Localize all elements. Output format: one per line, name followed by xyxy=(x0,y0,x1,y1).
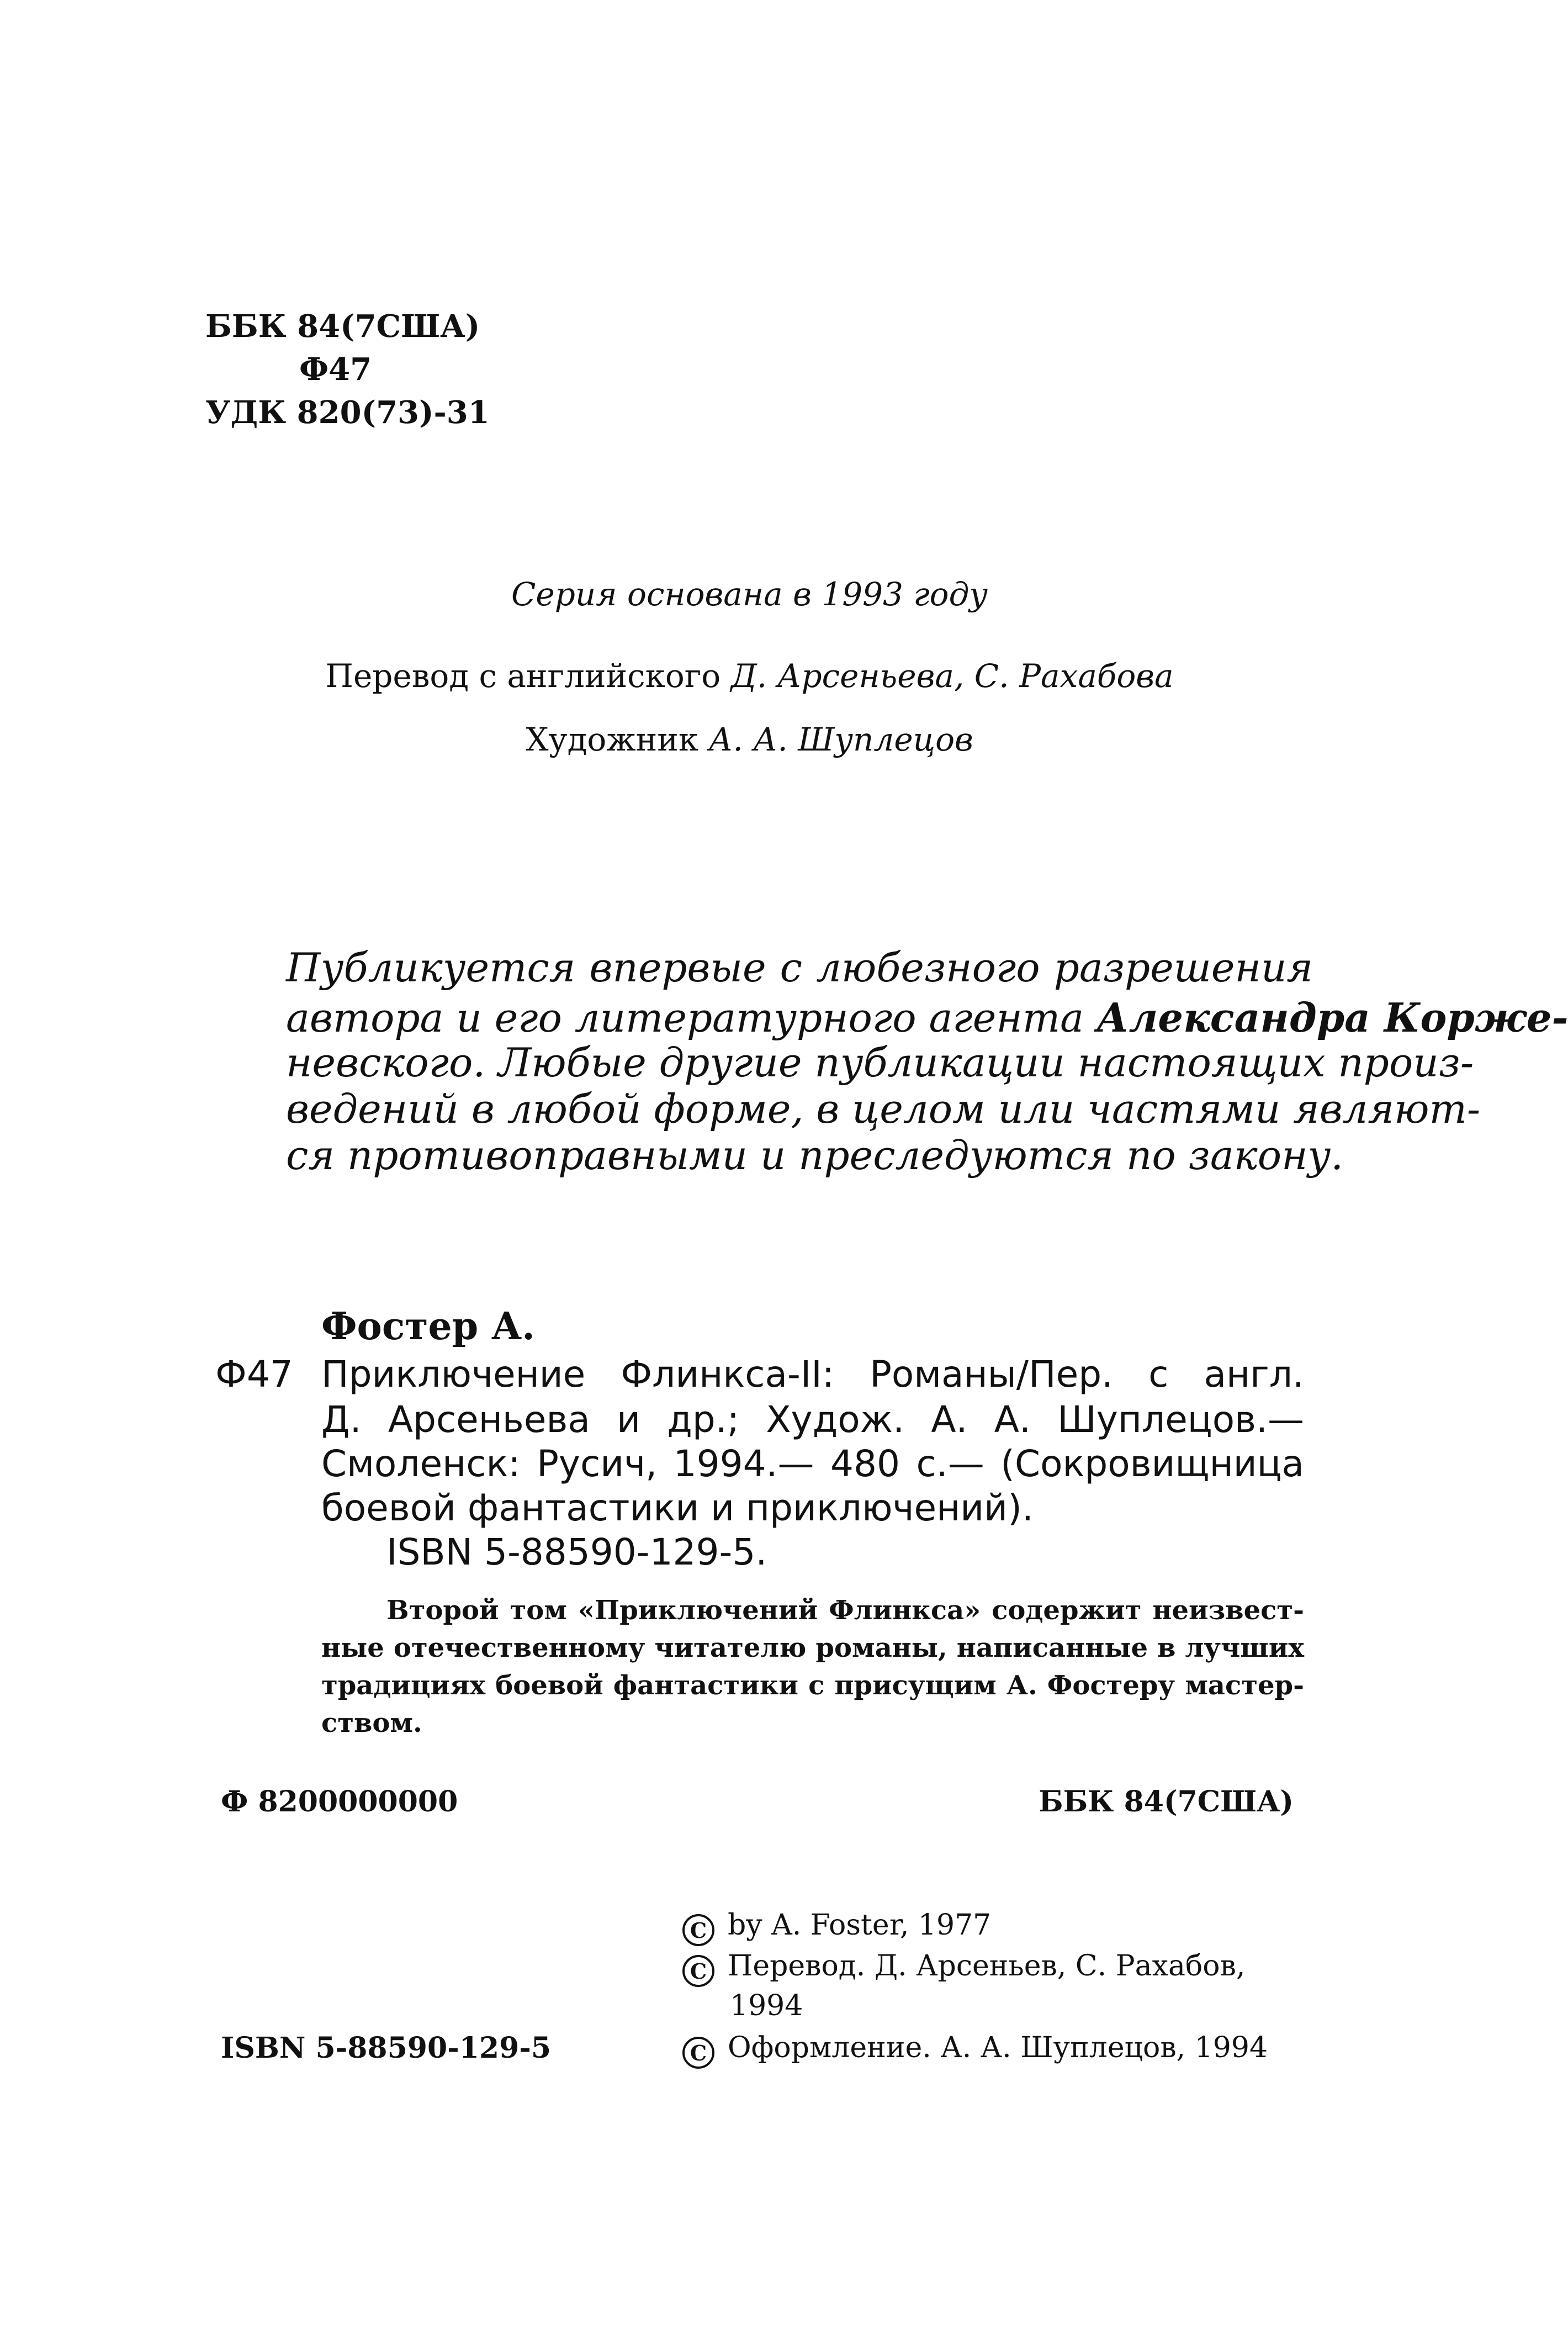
bbk-code-bottom: ББК 84(7США) xyxy=(1039,1785,1294,1819)
translation-prefix: Перевод с английского xyxy=(325,657,721,695)
copyright-text: Перевод. Д. Арсеньев, С. Рахабов, xyxy=(728,1949,1246,1983)
translators: Д. Арсеньева, С. Рахабова xyxy=(730,657,1174,695)
bibliographic-line: Смоленск: Русич, 1994.— 480 с.— (Сокровищница xyxy=(321,1442,1304,1485)
annotation-line: ством. xyxy=(321,1708,422,1738)
series-note: Серия основана в 1993 году xyxy=(511,575,988,613)
card-isbn: ISBN 5-88590-129-5. xyxy=(386,1531,767,1573)
rights-notice-line: ведений в любой форме, в целом или частями являют- xyxy=(286,1086,1481,1132)
bibliographic-line: Приключение Флинкса-II: Романы/Пер. с англ. xyxy=(321,1353,1304,1396)
copyright-line xyxy=(682,1909,991,1946)
rights-notice-line: Публикуется впервые с любезного разрешения xyxy=(286,944,1313,991)
copyright-icon: C xyxy=(682,1955,714,1987)
annotation-line: традициях боевой фантастики с присущим А. Фостеру мастер- xyxy=(321,1670,1304,1701)
bbk-code: ББК 84(7США) xyxy=(205,308,480,345)
bibliographic-line: Д. Арсеньева и др.; Худож. А. А. Шуплецов.— xyxy=(321,1398,1304,1441)
isbn-bottom: ISBN 5-88590-129-5 xyxy=(221,2031,552,2065)
f-code: Ф 8200000000 xyxy=(221,1785,458,1819)
copyright-line-continuation: 1994 xyxy=(730,1989,803,2022)
copyright-text: by A. Foster, 1977 xyxy=(728,1909,992,1942)
card-author: Фостер А. xyxy=(321,1304,535,1349)
rights-notice-text: автора и его литературного агента xyxy=(286,995,1084,1041)
copyright-line xyxy=(682,2031,1300,2069)
agent-name: Александра Корже- xyxy=(1096,994,1568,1041)
copyright-line xyxy=(682,1949,1300,1987)
bibliographic-line: боевой фантастики и приключений). xyxy=(321,1487,1034,1529)
copyright-text: Оформление. А. А. Шуплецов, 1994 xyxy=(728,2031,1268,2064)
rights-notice-line: ся противоправными и преследуются по закону. xyxy=(286,1132,1344,1179)
artist-prefix: Художник xyxy=(526,721,699,758)
copyright-icon: C xyxy=(682,2037,714,2069)
udk-code: УДК 820(73)-31 xyxy=(205,394,490,431)
annotation-line: ные отечественному читателю романы, написанные в лучших xyxy=(321,1632,1304,1663)
copyright-icon: C xyxy=(682,1914,714,1946)
rights-notice-line xyxy=(286,994,1568,1041)
cutter-code: Ф47 xyxy=(299,351,372,388)
translation-credit xyxy=(0,657,1499,695)
rights-notice-line: невского. Любые другие публикации настоящих произ- xyxy=(286,1039,1474,1086)
artist-credit xyxy=(0,721,1499,758)
annotation-line: Второй том «Приключений Флинкса» содержит неизвест- xyxy=(386,1595,1304,1626)
card-cutter: Ф47 xyxy=(215,1353,293,1396)
artist-name: А. А. Шуплецов xyxy=(708,721,973,758)
